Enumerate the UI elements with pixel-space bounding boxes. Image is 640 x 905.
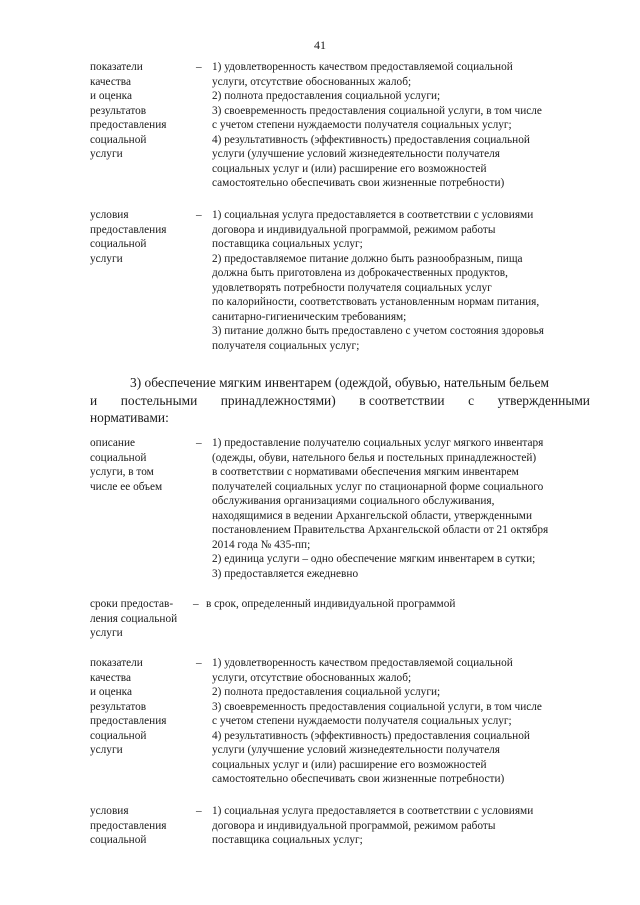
- content-line: поставщика социальных услуг;: [212, 834, 363, 846]
- content-line: услуги, отсутствие обоснованных жалоб;: [212, 75, 412, 88]
- block-label: [90, 208, 190, 266]
- label-line: услуги: [90, 148, 123, 160]
- page-number: 41: [314, 38, 326, 52]
- content-line: удовлетворять потребности получателя социальных услуг: [212, 281, 492, 294]
- content-line: 3) своевременность предоставления социальной услуги, в том числе: [212, 700, 542, 713]
- content-line: договора и индивидуальной программой, режимом работы: [212, 819, 496, 832]
- block-label: [90, 804, 190, 848]
- content-line: санитарно-гигиеническим требованиям;: [212, 310, 407, 323]
- content-line: самостоятельно обеспечивать свои жизненные потребности): [212, 773, 505, 785]
- content-line: 2) полнота предоставления социальной услуги;: [212, 90, 441, 102]
- block-content: [212, 804, 590, 848]
- label-line: показатели: [90, 657, 143, 669]
- content-line: 3) питание должно быть предоставлено с учетом состояния здоровья: [212, 325, 544, 337]
- content-line: по калорийности, соответствовать установленным нормам питания,: [212, 296, 540, 308]
- content-line: 1) удовлетворенность качеством предоставляемой социальной: [212, 657, 513, 669]
- block-content: [212, 656, 590, 787]
- heading-word: принадлежностями): [220, 392, 336, 408]
- content-line: 4) результативность (эффективность) предоставления социальной: [212, 133, 530, 146]
- content-line: с учетом степени нуждаемости получателя социальных услуг;: [212, 119, 512, 131]
- label-line: результатов: [90, 104, 147, 117]
- label-line: условия: [90, 805, 129, 817]
- label-line: социальной: [90, 238, 147, 250]
- dash: –: [193, 598, 199, 610]
- heading-word: в соответствии: [359, 392, 445, 408]
- block-content: [206, 597, 584, 612]
- label-line: результатов: [90, 700, 147, 713]
- label-line: социальной: [90, 451, 147, 464]
- content-line: социальных услуг и (или) расширение его возможностей: [212, 162, 487, 175]
- content-line: услуги (улучшение условий жизнедеятельности получателя: [212, 744, 500, 756]
- heading-line: нормативами:: [90, 410, 169, 425]
- content-line: самостоятельно обеспечивать свои жизненные потребности): [212, 177, 505, 189]
- section-heading: [90, 374, 590, 427]
- label-line: и оценка: [90, 90, 132, 102]
- content-line: социальных услуг и (или) расширение его возможностей: [212, 758, 487, 771]
- content-line: 2) единица услуги – одно обеспечение мягким инвентарем в сутки;: [212, 553, 536, 565]
- dash: –: [196, 437, 202, 449]
- label-line: условия: [90, 209, 129, 221]
- label-line: качества: [90, 75, 132, 88]
- block-label: [90, 436, 190, 494]
- label-line: социальной: [90, 834, 147, 846]
- content-line: поставщика социальных услуг;: [212, 238, 363, 250]
- content-line: 2) предоставляемое питание должно быть разнообразным, пища: [212, 252, 523, 265]
- content-line: получателей социальных услуг по стационарной форме социального: [212, 480, 544, 493]
- label-line: и оценка: [90, 686, 132, 698]
- label-line: качества: [90, 671, 132, 684]
- label-line: числе ее объем: [90, 480, 163, 493]
- content-line: в соответствии с нормативами обеспечения мягким инвентарем: [212, 466, 519, 478]
- block-content: [212, 208, 590, 353]
- block-content: [212, 436, 590, 581]
- dash: –: [196, 805, 202, 817]
- block-label: [90, 656, 190, 758]
- content-line: должна быть приготовлена из доброкачественных продуктов,: [212, 267, 508, 279]
- block-label: [90, 597, 190, 641]
- label-line: социальной: [90, 729, 147, 742]
- content-line: получателя социальных услуг;: [212, 339, 360, 352]
- content-line: находящимися в ведении Архангельской области, утвержденными: [212, 509, 533, 522]
- label-line: сроки предостав-: [90, 598, 174, 610]
- label-line: услуги: [90, 627, 123, 639]
- content-line: 1) предоставление получателю социальных услуг мягкого инвентаря: [212, 437, 544, 449]
- heading-line: 3) обеспечение мягким инвентарем (одеждой, обувью, нательным бельем: [130, 375, 549, 390]
- content-line: обслуживания организациями социального обслуживания,: [212, 495, 495, 507]
- label-line: услуги: [90, 744, 123, 756]
- label-line: предоставления: [90, 119, 167, 131]
- label-line: описание: [90, 437, 136, 449]
- block-content: [212, 60, 590, 191]
- block-label: [90, 60, 190, 162]
- content-line: 3) своевременность предоставления социальной услуги, в том числе: [212, 104, 542, 117]
- label-line: предоставления: [90, 715, 167, 727]
- content-line: услуги, отсутствие обоснованных жалоб;: [212, 671, 412, 684]
- content-line: 1) социальная услуга предоставляется в соответствии с условиями: [212, 805, 534, 817]
- heading-word: с: [468, 392, 475, 408]
- label-line: предоставления: [90, 223, 167, 236]
- content-line: 3) предоставляется ежедневно: [212, 567, 359, 580]
- heading-word: и: [90, 392, 98, 408]
- dash: –: [196, 61, 202, 73]
- content-line: 4) результативность (эффективность) предоставления социальной: [212, 729, 530, 742]
- dash: –: [196, 657, 202, 669]
- content-line: в срок, определенный индивидуальной программой: [206, 598, 456, 610]
- dash: –: [196, 209, 202, 221]
- content-line: постановлением Правительства Архангельской области от 21 октября: [212, 524, 549, 536]
- label-line: социальной: [90, 133, 147, 146]
- content-line: договора и индивидуальной программой, режимом работы: [212, 223, 496, 236]
- label-line: ления социальной: [90, 612, 178, 625]
- content-line: услуги (улучшение условий жизнедеятельности получателя: [212, 148, 500, 160]
- content-line: 1) социальная услуга предоставляется в соответствии с условиями: [212, 209, 534, 221]
- content-line: 2014 года № 435-пп;: [212, 538, 311, 551]
- content-line: 2) полнота предоставления социальной услуги;: [212, 686, 441, 698]
- heading-word: постельными: [120, 392, 198, 408]
- heading-line: [90, 392, 590, 410]
- label-line: предоставления: [90, 819, 167, 832]
- content-line: с учетом степени нуждаемости получателя социальных услуг;: [212, 715, 512, 727]
- label-line: показатели: [90, 61, 143, 73]
- content-line: (одежды, обуви, нательного белья и постельных принадлежностей): [212, 451, 537, 464]
- label-line: услуги: [90, 252, 123, 265]
- label-line: услуги, в том: [90, 466, 154, 478]
- content-line: 1) удовлетворенность качеством предоставляемой социальной: [212, 61, 513, 73]
- heading-word: утвержденными: [497, 392, 590, 408]
